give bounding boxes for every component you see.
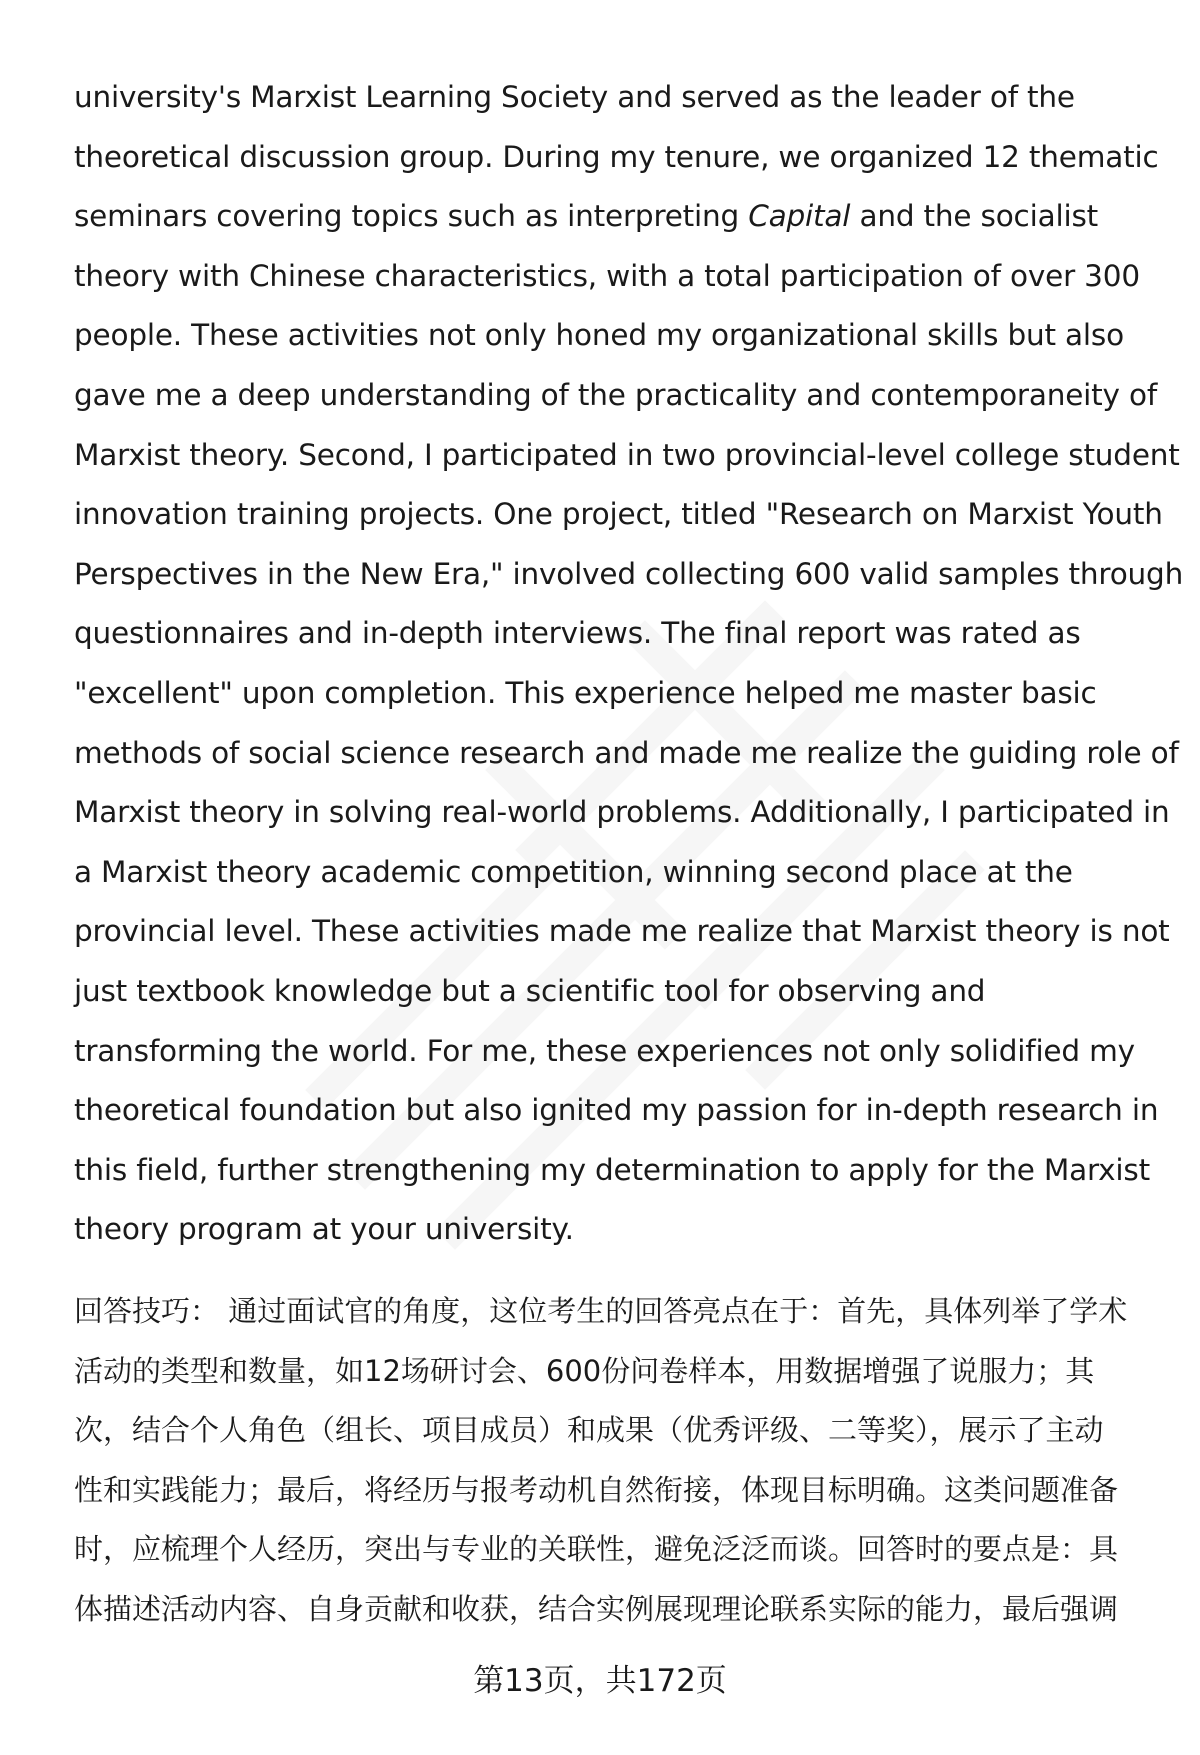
text-line	[74, 545, 1184, 605]
text-line	[74, 724, 1179, 784]
text-segment: theory with Chinese characteristics, with a total participation of over 300	[74, 258, 1140, 293]
tips-line: 次，结合个人角色（组长、项目成员）和成果（优秀评级、二等奖），展示了主动	[74, 1413, 1104, 1448]
text-line	[74, 604, 1164, 664]
text-segment: gave me a deep understanding of the practicality and contemporaneity of	[74, 377, 1158, 412]
document-body	[74, 68, 1184, 1260]
text-segment: this field, further strengthening my determination to apply for the Marxist	[74, 1152, 1150, 1187]
text-line	[74, 902, 1170, 962]
text-line	[74, 485, 1164, 545]
text-segment: innovation training projects. One project, titled "Research on Marxist Youth	[74, 497, 1163, 532]
text-line	[74, 843, 1164, 903]
page-number-label: 第13页，共172页	[473, 1663, 727, 1699]
answer-paragraph	[74, 68, 1184, 1260]
text-segment: Perspectives in the New Era," involved collecting 600 valid samples through	[74, 556, 1184, 591]
text-line	[74, 306, 1164, 366]
text-segment: just textbook knowledge but a scientific tool for observing and	[74, 973, 986, 1008]
tips-line: 体描述活动内容、自身贡献和收获，结合实例展现理论联系实际的能力，最后强调	[74, 1591, 1119, 1626]
text-segment: provincial level. These activities made me realize that Marxist theory is not	[74, 914, 1170, 949]
tips-line: 时，应梳理个人经历，突出与专业的关联性，避免泛泛而谈。回答时的要点是：具	[74, 1532, 1119, 1567]
text-line	[74, 247, 1164, 307]
text-line	[74, 1022, 1164, 1082]
text-line	[74, 962, 1164, 1022]
text-line	[74, 1081, 1164, 1141]
text-line	[74, 366, 1164, 426]
text-segment: theoretical foundation but also ignited my passion for in-depth research in	[74, 1093, 1159, 1128]
text-line	[74, 68, 1164, 128]
tips-line: 回答技巧： 通过面试官的角度，这位考生的回答亮点在于：首先，具体列举了学术	[74, 1294, 1128, 1328]
text-segment: a Marxist theory academic competition, winning second place at the	[74, 854, 1073, 889]
text-line	[74, 128, 1164, 188]
tips-line: 活动的类型和数量，如12场研讨会、600份问卷样本，用数据增强了说服力；其	[74, 1353, 1095, 1388]
text-line	[74, 426, 1180, 486]
text-segment: and the socialist	[850, 199, 1098, 234]
text-segment: seminars covering topics such as interpreting	[74, 199, 749, 234]
text-line	[74, 1200, 1164, 1260]
text-segment: Marxist theory. Second, I participated in two provincial-level college student	[74, 437, 1180, 472]
text-line	[74, 664, 1164, 724]
text-segment: theoretical discussion group. During my tenure, we organized 12 thematic	[74, 139, 1159, 174]
text-segment: people. These activities not only honed my organizational skills but also	[74, 318, 1124, 353]
text-segment: methods of social science research and made me realize the guiding role of	[74, 735, 1179, 770]
text-segment: questionnaires and in-depth interviews. The final report was rated as	[74, 616, 1081, 651]
text-segment: university's Marxist Learning Society and served as the leader of the	[74, 80, 1075, 114]
tips-line: 性和实践能力；最后，将经历与报考动机自然衔接，体现目标明确。这类问题准备	[74, 1472, 1119, 1507]
text-segment: Marxist theory in solving real-world problems. Additionally, I participated in	[74, 795, 1170, 830]
text-segment: theory program at your university.	[74, 1212, 574, 1247]
answer-tips-paragraph	[74, 1282, 1164, 1640]
page-footer	[0, 1661, 1200, 1701]
text-segment: transforming the world. For me, these experiences not only solidified my	[74, 1033, 1135, 1068]
text-line	[74, 783, 1170, 843]
text-line	[74, 1141, 1164, 1201]
text-segment: "excellent" upon completion. This experience helped me master basic	[74, 675, 1097, 710]
italic-title: Capital	[748, 199, 851, 234]
text-line	[74, 187, 1164, 247]
